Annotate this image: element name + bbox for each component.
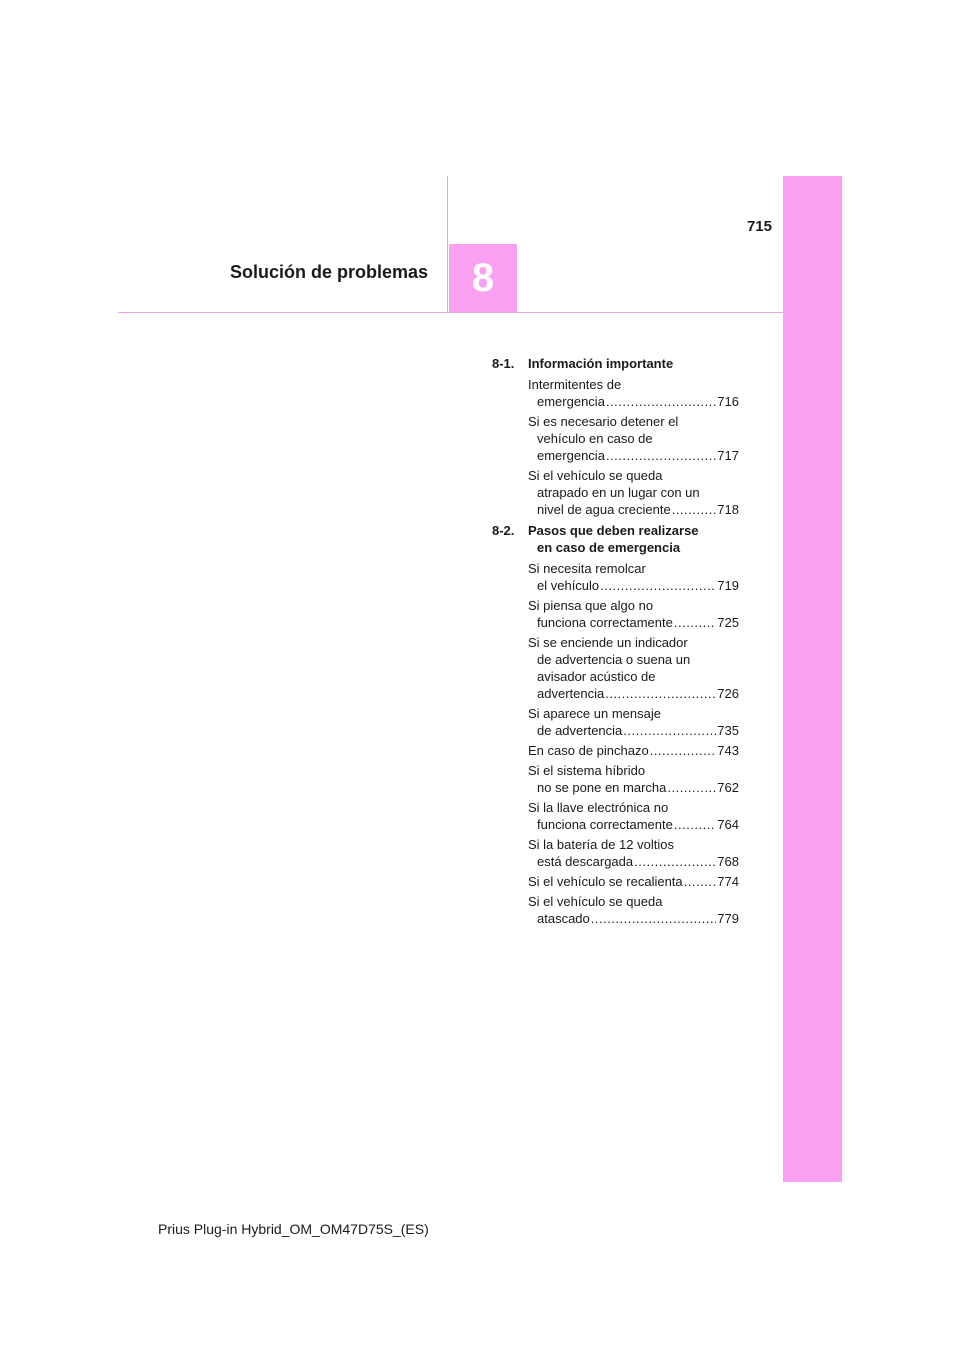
toc-entry[interactable]: [528, 413, 739, 464]
dot-leader: [591, 910, 717, 927]
dot-leader: [672, 501, 717, 518]
entry-text-line: Si el vehículo se queda: [528, 894, 663, 909]
entry-text-line: atrapado en un lugar con un: [537, 485, 700, 500]
entry-page-number[interactable]: 774: [717, 874, 739, 889]
entry-text-line: emergencia: [537, 394, 605, 409]
toc-entry[interactable]: [528, 376, 739, 410]
toc-entry[interactable]: [528, 560, 739, 594]
chapter-side-tab: [783, 176, 842, 1182]
section-title-line: Pasos que deben realizarse: [528, 523, 699, 538]
entry-text-line: está descargada: [537, 854, 634, 869]
section-number: 8-1.: [492, 356, 515, 371]
entry-page-number[interactable]: 779: [717, 911, 739, 926]
entry-text-line: no se pone en marcha: [537, 780, 667, 795]
entry-page-number[interactable]: 762: [717, 780, 739, 795]
entry-text-line: Si el sistema híbrido: [528, 763, 646, 778]
footer-document-id: Prius Plug-in Hybrid_OM_OM47D75S_(ES): [158, 1221, 429, 1237]
dot-leader: [606, 447, 716, 464]
entry-page-number[interactable]: 717: [717, 448, 739, 463]
entry-page-number[interactable]: 735: [717, 723, 739, 738]
entry-text-line: funciona correctamente: [537, 615, 673, 630]
chapter-number: 8: [471, 255, 495, 300]
page-number: 715: [746, 218, 772, 235]
entry-page-number[interactable]: 764: [717, 817, 739, 832]
entry-page-number[interactable]: 716: [717, 394, 739, 409]
dot-leader: [605, 685, 716, 702]
dot-leader: [674, 816, 716, 833]
section-title-line: en caso de emergencia: [537, 540, 681, 555]
section-number: 8-2.: [492, 523, 515, 538]
entry-text-line: avisador acústico de: [537, 669, 656, 684]
section-title: [528, 522, 739, 556]
entry-text-line: Si se enciende un indicador: [528, 635, 688, 650]
entry-text-line: nivel de agua creciente: [537, 502, 671, 517]
entry-text-line: Si el vehículo se recalienta: [528, 874, 683, 889]
toc-entry[interactable]: [528, 836, 739, 870]
entry-text-line: funciona correctamente: [537, 817, 673, 832]
toc-entry[interactable]: [528, 873, 739, 890]
entry-text-line: Si la batería de 12 voltios: [528, 837, 674, 852]
entry-page-number[interactable]: 768: [717, 854, 739, 869]
dot-leader: [634, 853, 716, 870]
toc-entry[interactable]: [528, 742, 739, 759]
dot-leader: [684, 873, 717, 890]
entry-text-line: de advertencia o suena un: [537, 652, 691, 667]
dot-leader: [667, 779, 716, 796]
toc-entry[interactable]: [528, 762, 739, 796]
entry-text-line: Si el vehículo se queda: [528, 468, 663, 483]
toc-section: [492, 355, 739, 518]
section-title-line: Información importante: [528, 356, 674, 371]
entry-page-number[interactable]: 725: [717, 615, 739, 630]
entry-text-line: advertencia: [537, 686, 605, 701]
chapter-number-badge: [449, 244, 517, 312]
entry-text-line: emergencia: [537, 448, 605, 463]
toc-section: [492, 522, 739, 927]
entry-page-number[interactable]: 718: [717, 502, 739, 517]
toc-entry[interactable]: [528, 597, 739, 631]
entry-text-line: de advertencia: [537, 723, 623, 738]
entry-text-line: Si aparece un mensaje: [528, 706, 661, 721]
entry-text-line: En caso de pinchazo: [528, 743, 649, 758]
section-title: [528, 355, 739, 372]
toc-entry[interactable]: [528, 799, 739, 833]
toc-entry[interactable]: [528, 634, 739, 702]
dot-leader: [623, 722, 716, 739]
entry-text-line: Si es necesario detener el: [528, 414, 679, 429]
entry-page-number[interactable]: 726: [717, 686, 739, 701]
toc-entry[interactable]: [528, 467, 739, 518]
entry-text-line: Intermitentes de: [528, 377, 622, 392]
entry-text-line: Si necesita remolcar: [528, 561, 646, 576]
entry-text-line: atascado: [537, 911, 590, 926]
dot-leader: [674, 614, 716, 631]
entry-text-line: Si la llave electrónica no: [528, 800, 669, 815]
entry-text-line: vehículo en caso de: [537, 431, 653, 446]
dot-leader: [606, 393, 716, 410]
dot-leader: [650, 742, 717, 759]
entry-page-number[interactable]: 719: [717, 578, 739, 593]
toc-entry[interactable]: [528, 705, 739, 739]
chapter-title: Solución de problemas: [229, 262, 428, 282]
entry-page-number[interactable]: 743: [717, 743, 739, 758]
dot-leader: [600, 577, 716, 594]
entry-text-line: Si piensa que algo no: [528, 598, 654, 613]
toc-entry[interactable]: [528, 893, 739, 927]
entry-text-line: el vehículo: [537, 578, 600, 593]
header-vertical-rule: [447, 176, 448, 312]
table-of-contents: [492, 355, 739, 931]
header-horizontal-rule: [118, 312, 783, 313]
